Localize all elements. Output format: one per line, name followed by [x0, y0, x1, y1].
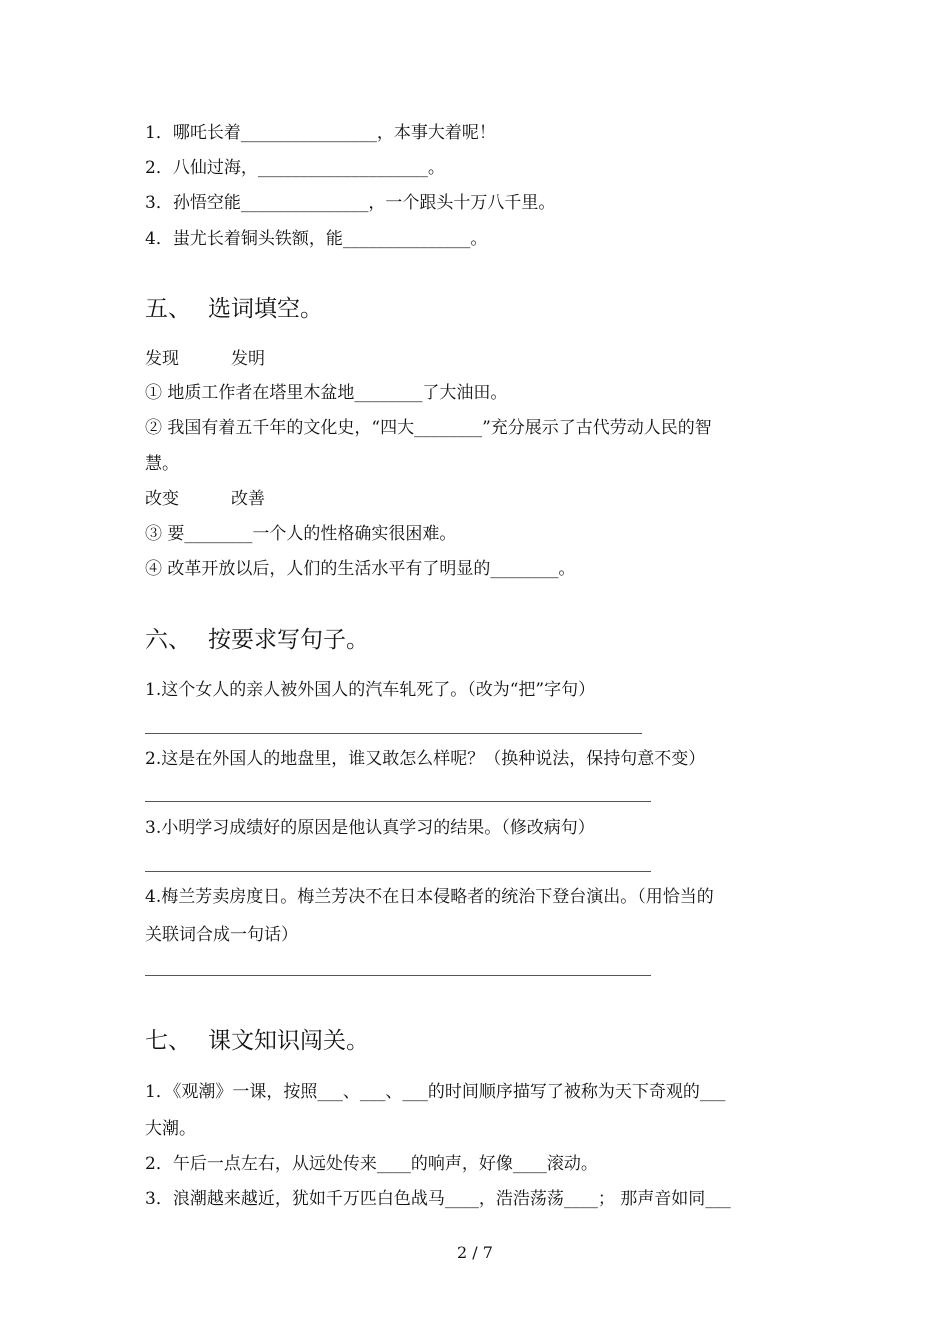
word-choice: 改变 [145, 489, 179, 509]
answer-line[interactable] [145, 801, 651, 802]
section-6-question-2: 2.这是在外国人的地盘里，谁又敢怎么样呢？（换种说法，保持句意不变） [145, 749, 706, 769]
word-choice: 改善 [231, 489, 265, 509]
section-7-title: 课文知识闯关。 [208, 1028, 369, 1054]
section-7-heading [145, 1026, 369, 1056]
answer-line[interactable] [145, 733, 642, 734]
section-6-question-4: 4.梅兰芳卖房度日。梅兰芳决不在日本侵略者的统治下登台演出。（用恰当的 [145, 887, 714, 907]
section-7-number: 七、 [145, 1028, 191, 1054]
word-choice-group-2 [145, 487, 265, 511]
section-7-question-1: 1．《观潮》一课，按照___、___、___的时间顺序描写了被称为天下奇观的___ [145, 1082, 726, 1102]
page-number: 2 / 7 [457, 1243, 493, 1262]
section-5-question-3: ③ 要________一个人的性格确实很困难。 [145, 524, 457, 544]
fill-item-3: 3．孙悟空能_______________，一个跟头十万八千里。 [145, 193, 556, 213]
section-5-number: 五、 [145, 296, 191, 322]
section-6-question-4-cont: 关联词合成一句话） [145, 925, 298, 945]
section-6-question-3: 3.小明学习成绩好的原因是他认真学习的结果。（修改病句） [145, 818, 595, 838]
section-6-number: 六、 [145, 627, 191, 653]
word-choice: 发明 [231, 349, 265, 369]
fill-item-1: 1．哪吒长着________________，本事大着呢！ [145, 123, 496, 143]
section-7-question-3: 3．浪潮越来越近，犹如千万匹白色战马____，浩浩荡荡____； 那声音如同___ [145, 1189, 731, 1209]
section-5-title: 选词填空。 [208, 296, 323, 322]
word-choice: 发现 [145, 349, 179, 369]
answer-line[interactable] [145, 871, 651, 872]
section-5-question-4: ④ 改革开放以后，人们的生活水平有了明显的________。 [145, 559, 576, 579]
fill-item-4: 4．蚩尤长着铜头铁额，能_______________。 [145, 229, 488, 249]
section-5-heading [145, 294, 323, 324]
answer-line[interactable] [145, 975, 651, 976]
section-5-question-2-cont: 慧。 [145, 454, 179, 474]
word-choice-group-1 [145, 347, 265, 371]
section-6-question-1: 1.这个女人的亲人被外国人的汽车轧死了。（改为“把”字句） [145, 680, 596, 700]
section-6-title: 按要求写句子。 [208, 627, 369, 653]
section-7-question-1-cont: 大潮。 [145, 1119, 196, 1139]
section-6-heading [145, 625, 369, 655]
section-5-question-1: ① 地质工作者在塔里木盆地________了大油田。 [145, 383, 508, 403]
fill-item-2: 2．八仙过海，____________________。 [145, 158, 445, 178]
section-7-question-2: 2．午后一点左右，从远处传来____的响声，好像____滚动。 [145, 1154, 598, 1174]
section-5-question-2: ② 我国有着五千年的文化史，“四大________”充分展示了古代劳动人民的智 [145, 418, 712, 438]
